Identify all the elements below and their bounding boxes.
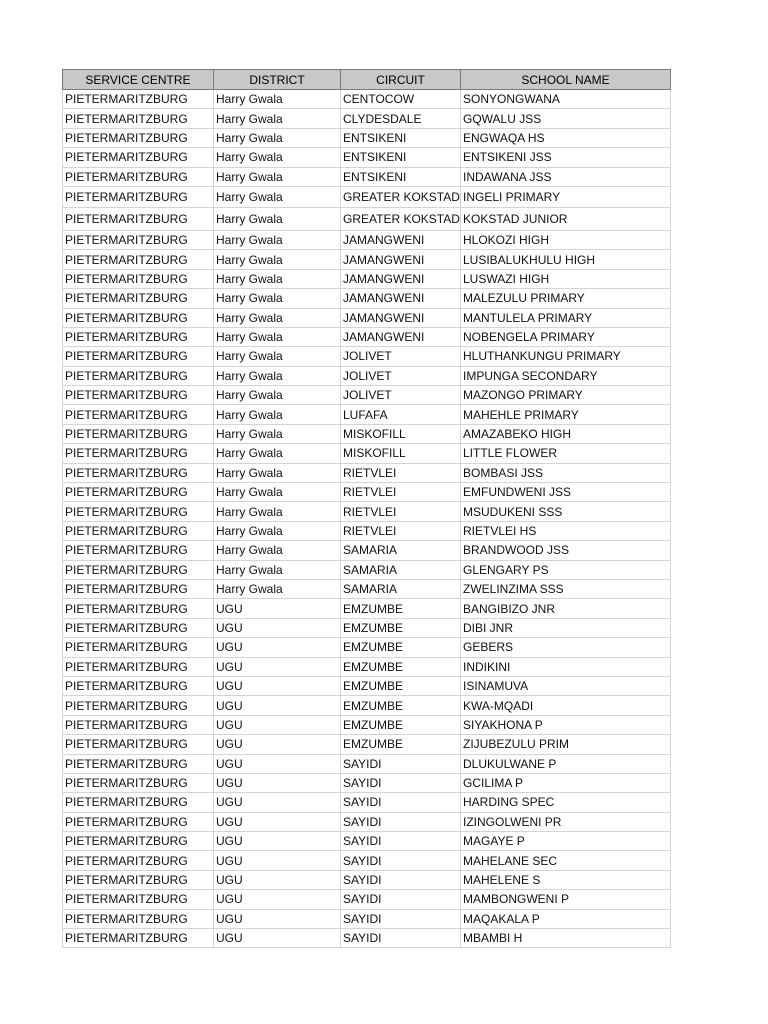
cell-school-name: INDIKINI: [461, 657, 671, 676]
table-row: [63, 929, 671, 948]
cell-circuit: JOLIVET: [341, 386, 461, 405]
cell-district: UGU: [214, 812, 341, 831]
cell-service-centre: PIETERMARITZBURG: [63, 676, 214, 695]
cell-school-name: MBAMBI H: [461, 929, 671, 948]
cell-service-centre: PIETERMARITZBURG: [63, 386, 214, 405]
cell-district: Harry Gwala: [214, 109, 341, 128]
cell-school-name: INGELI PRIMARY: [461, 186, 671, 207]
table-row: [63, 599, 671, 618]
cell-school-name: MAHELENE S: [461, 870, 671, 889]
cell-service-centre: PIETERMARITZBURG: [63, 560, 214, 579]
cell-service-centre: PIETERMARITZBURG: [63, 366, 214, 385]
cell-service-centre: PIETERMARITZBURG: [63, 696, 214, 715]
table-row: [63, 483, 671, 502]
table-row: [63, 424, 671, 443]
cell-district: Harry Gwala: [214, 366, 341, 385]
cell-school-name: MSUDUKENI SSS: [461, 502, 671, 521]
cell-circuit: SAYIDI: [341, 890, 461, 909]
cell-school-name: MAQAKALA P: [461, 909, 671, 928]
cell-school-name: SONYONGWANA: [461, 90, 671, 109]
cell-service-centre: PIETERMARITZBURG: [63, 793, 214, 812]
cell-service-centre: PIETERMARITZBURG: [63, 327, 214, 346]
cell-service-centre: PIETERMARITZBURG: [63, 186, 214, 207]
table-row: [63, 386, 671, 405]
table-row: [63, 715, 671, 734]
cell-service-centre: PIETERMARITZBURG: [63, 832, 214, 851]
table-row: [63, 657, 671, 676]
cell-school-name: HLOKOZI HIGH: [461, 230, 671, 249]
cell-school-name: ZWELINZIMA SSS: [461, 579, 671, 598]
table-row: [63, 308, 671, 327]
spreadsheet: [62, 69, 670, 948]
cell-district: Harry Gwala: [214, 148, 341, 167]
cell-circuit: RIETVLEI: [341, 502, 461, 521]
cell-service-centre: PIETERMARITZBURG: [63, 128, 214, 147]
cell-service-centre: PIETERMARITZBURG: [63, 618, 214, 637]
cell-district: UGU: [214, 715, 341, 734]
cell-district: Harry Gwala: [214, 128, 341, 147]
cell-school-name: INDAWANA JSS: [461, 167, 671, 186]
table-row: [63, 347, 671, 366]
cell-district: Harry Gwala: [214, 289, 341, 308]
cell-school-name: HLUTHANKUNGU PRIMARY: [461, 347, 671, 366]
cell-district: UGU: [214, 599, 341, 618]
cell-school-name: HARDING SPEC: [461, 793, 671, 812]
cell-district: Harry Gwala: [214, 444, 341, 463]
cell-school-name: RIETVLEI HS: [461, 521, 671, 540]
table-row: [63, 444, 671, 463]
cell-circuit: EMZUMBE: [341, 638, 461, 657]
cell-district: UGU: [214, 696, 341, 715]
header-row: [63, 70, 671, 90]
cell-circuit: SAYIDI: [341, 929, 461, 948]
cell-district: Harry Gwala: [214, 90, 341, 109]
cell-circuit: JOLIVET: [341, 347, 461, 366]
table-row: [63, 289, 671, 308]
cell-service-centre: PIETERMARITZBURG: [63, 167, 214, 186]
table-row: [63, 521, 671, 540]
table-row: [63, 269, 671, 288]
table-row: [63, 366, 671, 385]
cell-district: Harry Gwala: [214, 521, 341, 540]
table-row: [63, 502, 671, 521]
table-row: [63, 773, 671, 792]
cell-district: Harry Gwala: [214, 167, 341, 186]
cell-district: UGU: [214, 793, 341, 812]
cell-circuit: SAYIDI: [341, 812, 461, 831]
header-circuit: CIRCUIT: [341, 70, 461, 90]
cell-service-centre: PIETERMARITZBURG: [63, 207, 214, 230]
table-body: [63, 90, 671, 948]
cell-school-name: BOMBASI JSS: [461, 463, 671, 482]
cell-district: UGU: [214, 618, 341, 637]
cell-circuit: SAMARIA: [341, 579, 461, 598]
cell-circuit: RIETVLEI: [341, 463, 461, 482]
table-header: [63, 70, 671, 90]
cell-service-centre: PIETERMARITZBURG: [63, 870, 214, 889]
table-row: [63, 909, 671, 928]
cell-circuit: ENTSIKENI: [341, 128, 461, 147]
cell-service-centre: PIETERMARITZBURG: [63, 735, 214, 754]
table-row: [63, 579, 671, 598]
cell-district: Harry Gwala: [214, 560, 341, 579]
cell-school-name: MAMBONGWENI P: [461, 890, 671, 909]
cell-school-name: NOBENGELA PRIMARY: [461, 327, 671, 346]
table-row: [63, 812, 671, 831]
cell-service-centre: PIETERMARITZBURG: [63, 148, 214, 167]
cell-district: Harry Gwala: [214, 502, 341, 521]
cell-service-centre: PIETERMARITZBURG: [63, 773, 214, 792]
cell-school-name: EMFUNDWENI JSS: [461, 483, 671, 502]
cell-circuit: RIETVLEI: [341, 483, 461, 502]
cell-circuit: ENTSIKENI: [341, 148, 461, 167]
cell-service-centre: PIETERMARITZBURG: [63, 638, 214, 657]
cell-district: Harry Gwala: [214, 347, 341, 366]
cell-circuit: MISKOFILL: [341, 444, 461, 463]
cell-school-name: DLUKULWANE P: [461, 754, 671, 773]
cell-circuit: SAYIDI: [341, 793, 461, 812]
cell-service-centre: PIETERMARITZBURG: [63, 444, 214, 463]
table-row: [63, 793, 671, 812]
cell-school-name: MAZONGO PRIMARY: [461, 386, 671, 405]
cell-circuit: JAMANGWENI: [341, 327, 461, 346]
cell-service-centre: PIETERMARITZBURG: [63, 715, 214, 734]
cell-circuit: JOLIVET: [341, 366, 461, 385]
cell-circuit: ENTSIKENI: [341, 167, 461, 186]
cell-service-centre: PIETERMARITZBURG: [63, 929, 214, 948]
cell-service-centre: PIETERMARITZBURG: [63, 230, 214, 249]
cell-circuit: JAMANGWENI: [341, 250, 461, 269]
cell-school-name: SIYAKHONA P: [461, 715, 671, 734]
header-district: DISTRICT: [214, 70, 341, 90]
cell-circuit: SAYIDI: [341, 754, 461, 773]
cell-circuit: JAMANGWENI: [341, 269, 461, 288]
cell-circuit: EMZUMBE: [341, 735, 461, 754]
cell-district: Harry Gwala: [214, 327, 341, 346]
cell-school-name: KOKSTAD JUNIOR: [461, 207, 671, 230]
header-service-centre: SERVICE CENTRE: [63, 70, 214, 90]
cell-circuit: SAYIDI: [341, 832, 461, 851]
cell-district: Harry Gwala: [214, 230, 341, 249]
cell-circuit: LUFAFA: [341, 405, 461, 424]
cell-circuit: GREATER KOKSTAD: [341, 186, 461, 207]
cell-school-name: MAGAYE P: [461, 832, 671, 851]
cell-service-centre: PIETERMARITZBURG: [63, 483, 214, 502]
cell-district: UGU: [214, 773, 341, 792]
cell-district: Harry Gwala: [214, 269, 341, 288]
table-row: [63, 754, 671, 773]
table-row: [63, 696, 671, 715]
cell-school-name: ENTSIKENI JSS: [461, 148, 671, 167]
cell-service-centre: PIETERMARITZBURG: [63, 347, 214, 366]
cell-district: Harry Gwala: [214, 541, 341, 560]
cell-circuit: EMZUMBE: [341, 618, 461, 637]
cell-school-name: ISINAMUVA: [461, 676, 671, 695]
cell-circuit: SAYIDI: [341, 851, 461, 870]
cell-service-centre: PIETERMARITZBURG: [63, 541, 214, 560]
table-row: [63, 851, 671, 870]
header-school-name: SCHOOL NAME: [461, 70, 671, 90]
cell-school-name: LITTLE FLOWER: [461, 444, 671, 463]
cell-district: Harry Gwala: [214, 186, 341, 207]
cell-school-name: IMPUNGA SECONDARY: [461, 366, 671, 385]
cell-district: Harry Gwala: [214, 405, 341, 424]
cell-school-name: MAHELANE SEC: [461, 851, 671, 870]
cell-district: Harry Gwala: [214, 308, 341, 327]
cell-district: Harry Gwala: [214, 483, 341, 502]
cell-school-name: MAHEHLE PRIMARY: [461, 405, 671, 424]
cell-circuit: RIETVLEI: [341, 521, 461, 540]
cell-service-centre: PIETERMARITZBURG: [63, 463, 214, 482]
table-row: [63, 463, 671, 482]
cell-school-name: GLENGARY PS: [461, 560, 671, 579]
cell-service-centre: PIETERMARITZBURG: [63, 269, 214, 288]
cell-circuit: CENTOCOW: [341, 90, 461, 109]
cell-service-centre: PIETERMARITZBURG: [63, 599, 214, 618]
cell-district: UGU: [214, 832, 341, 851]
table-row: [63, 541, 671, 560]
table-row: [63, 560, 671, 579]
cell-service-centre: PIETERMARITZBURG: [63, 657, 214, 676]
table-row: [63, 638, 671, 657]
table-row: [63, 250, 671, 269]
cell-circuit: SAYIDI: [341, 773, 461, 792]
cell-school-name: DIBI JNR: [461, 618, 671, 637]
cell-school-name: GEBERS: [461, 638, 671, 657]
cell-circuit: JAMANGWENI: [341, 230, 461, 249]
table-row: [63, 327, 671, 346]
table-row: [63, 405, 671, 424]
cell-district: UGU: [214, 870, 341, 889]
cell-circuit: SAMARIA: [341, 560, 461, 579]
cell-district: UGU: [214, 638, 341, 657]
cell-school-name: IZINGOLWENI PR: [461, 812, 671, 831]
cell-school-name: ZIJUBEZULU PRIM: [461, 735, 671, 754]
cell-district: Harry Gwala: [214, 579, 341, 598]
cell-school-name: BRANDWOOD JSS: [461, 541, 671, 560]
table-row: [63, 676, 671, 695]
cell-service-centre: PIETERMARITZBURG: [63, 754, 214, 773]
cell-circuit: SAYIDI: [341, 909, 461, 928]
cell-service-centre: PIETERMARITZBURG: [63, 521, 214, 540]
cell-school-name: AMAZABEKO HIGH: [461, 424, 671, 443]
cell-district: Harry Gwala: [214, 250, 341, 269]
cell-district: UGU: [214, 890, 341, 909]
cell-school-name: MANTULELA PRIMARY: [461, 308, 671, 327]
table-row: [63, 735, 671, 754]
cell-district: Harry Gwala: [214, 386, 341, 405]
table-row: [63, 128, 671, 147]
cell-service-centre: PIETERMARITZBURG: [63, 109, 214, 128]
cell-district: Harry Gwala: [214, 207, 341, 230]
table-row: [63, 148, 671, 167]
cell-district: Harry Gwala: [214, 463, 341, 482]
cell-school-name: ENGWAQA HS: [461, 128, 671, 147]
table-row: [63, 109, 671, 128]
table-row: [63, 90, 671, 109]
cell-school-name: KWA-MQADI: [461, 696, 671, 715]
cell-service-centre: PIETERMARITZBURG: [63, 851, 214, 870]
cell-circuit: EMZUMBE: [341, 696, 461, 715]
cell-district: UGU: [214, 851, 341, 870]
cell-school-name: BANGIBIZO JNR: [461, 599, 671, 618]
cell-circuit: SAYIDI: [341, 870, 461, 889]
cell-service-centre: PIETERMARITZBURG: [63, 250, 214, 269]
cell-circuit: JAMANGWENI: [341, 308, 461, 327]
cell-circuit: MISKOFILL: [341, 424, 461, 443]
cell-service-centre: PIETERMARITZBURG: [63, 890, 214, 909]
cell-circuit: GREATER KOKSTAD: [341, 207, 461, 230]
cell-circuit: JAMANGWENI: [341, 289, 461, 308]
cell-service-centre: PIETERMARITZBURG: [63, 308, 214, 327]
cell-district: UGU: [214, 676, 341, 695]
cell-service-centre: PIETERMARITZBURG: [63, 502, 214, 521]
cell-service-centre: PIETERMARITZBURG: [63, 289, 214, 308]
table-row: [63, 230, 671, 249]
cell-school-name: GCILIMA P: [461, 773, 671, 792]
schools-table: [62, 69, 671, 948]
table-row: [63, 618, 671, 637]
cell-circuit: EMZUMBE: [341, 676, 461, 695]
cell-school-name: MALEZULU PRIMARY: [461, 289, 671, 308]
cell-district: UGU: [214, 909, 341, 928]
cell-circuit: SAMARIA: [341, 541, 461, 560]
cell-service-centre: PIETERMARITZBURG: [63, 90, 214, 109]
cell-service-centre: PIETERMARITZBURG: [63, 812, 214, 831]
cell-service-centre: PIETERMARITZBURG: [63, 424, 214, 443]
cell-circuit: EMZUMBE: [341, 715, 461, 734]
cell-school-name: GQWALU JSS: [461, 109, 671, 128]
table-row: [63, 870, 671, 889]
cell-district: UGU: [214, 657, 341, 676]
table-row: [63, 167, 671, 186]
cell-district: UGU: [214, 754, 341, 773]
table-row: [63, 207, 671, 230]
table-row: [63, 890, 671, 909]
cell-circuit: CLYDESDALE: [341, 109, 461, 128]
cell-circuit: EMZUMBE: [341, 599, 461, 618]
cell-district: Harry Gwala: [214, 424, 341, 443]
table-row: [63, 186, 671, 207]
cell-school-name: LUSIBALUKHULU HIGH: [461, 250, 671, 269]
cell-district: UGU: [214, 735, 341, 754]
cell-circuit: EMZUMBE: [341, 657, 461, 676]
cell-district: UGU: [214, 929, 341, 948]
cell-school-name: LUSWAZI HIGH: [461, 269, 671, 288]
table-row: [63, 832, 671, 851]
cell-service-centre: PIETERMARITZBURG: [63, 579, 214, 598]
cell-service-centre: PIETERMARITZBURG: [63, 909, 214, 928]
cell-service-centre: PIETERMARITZBURG: [63, 405, 214, 424]
